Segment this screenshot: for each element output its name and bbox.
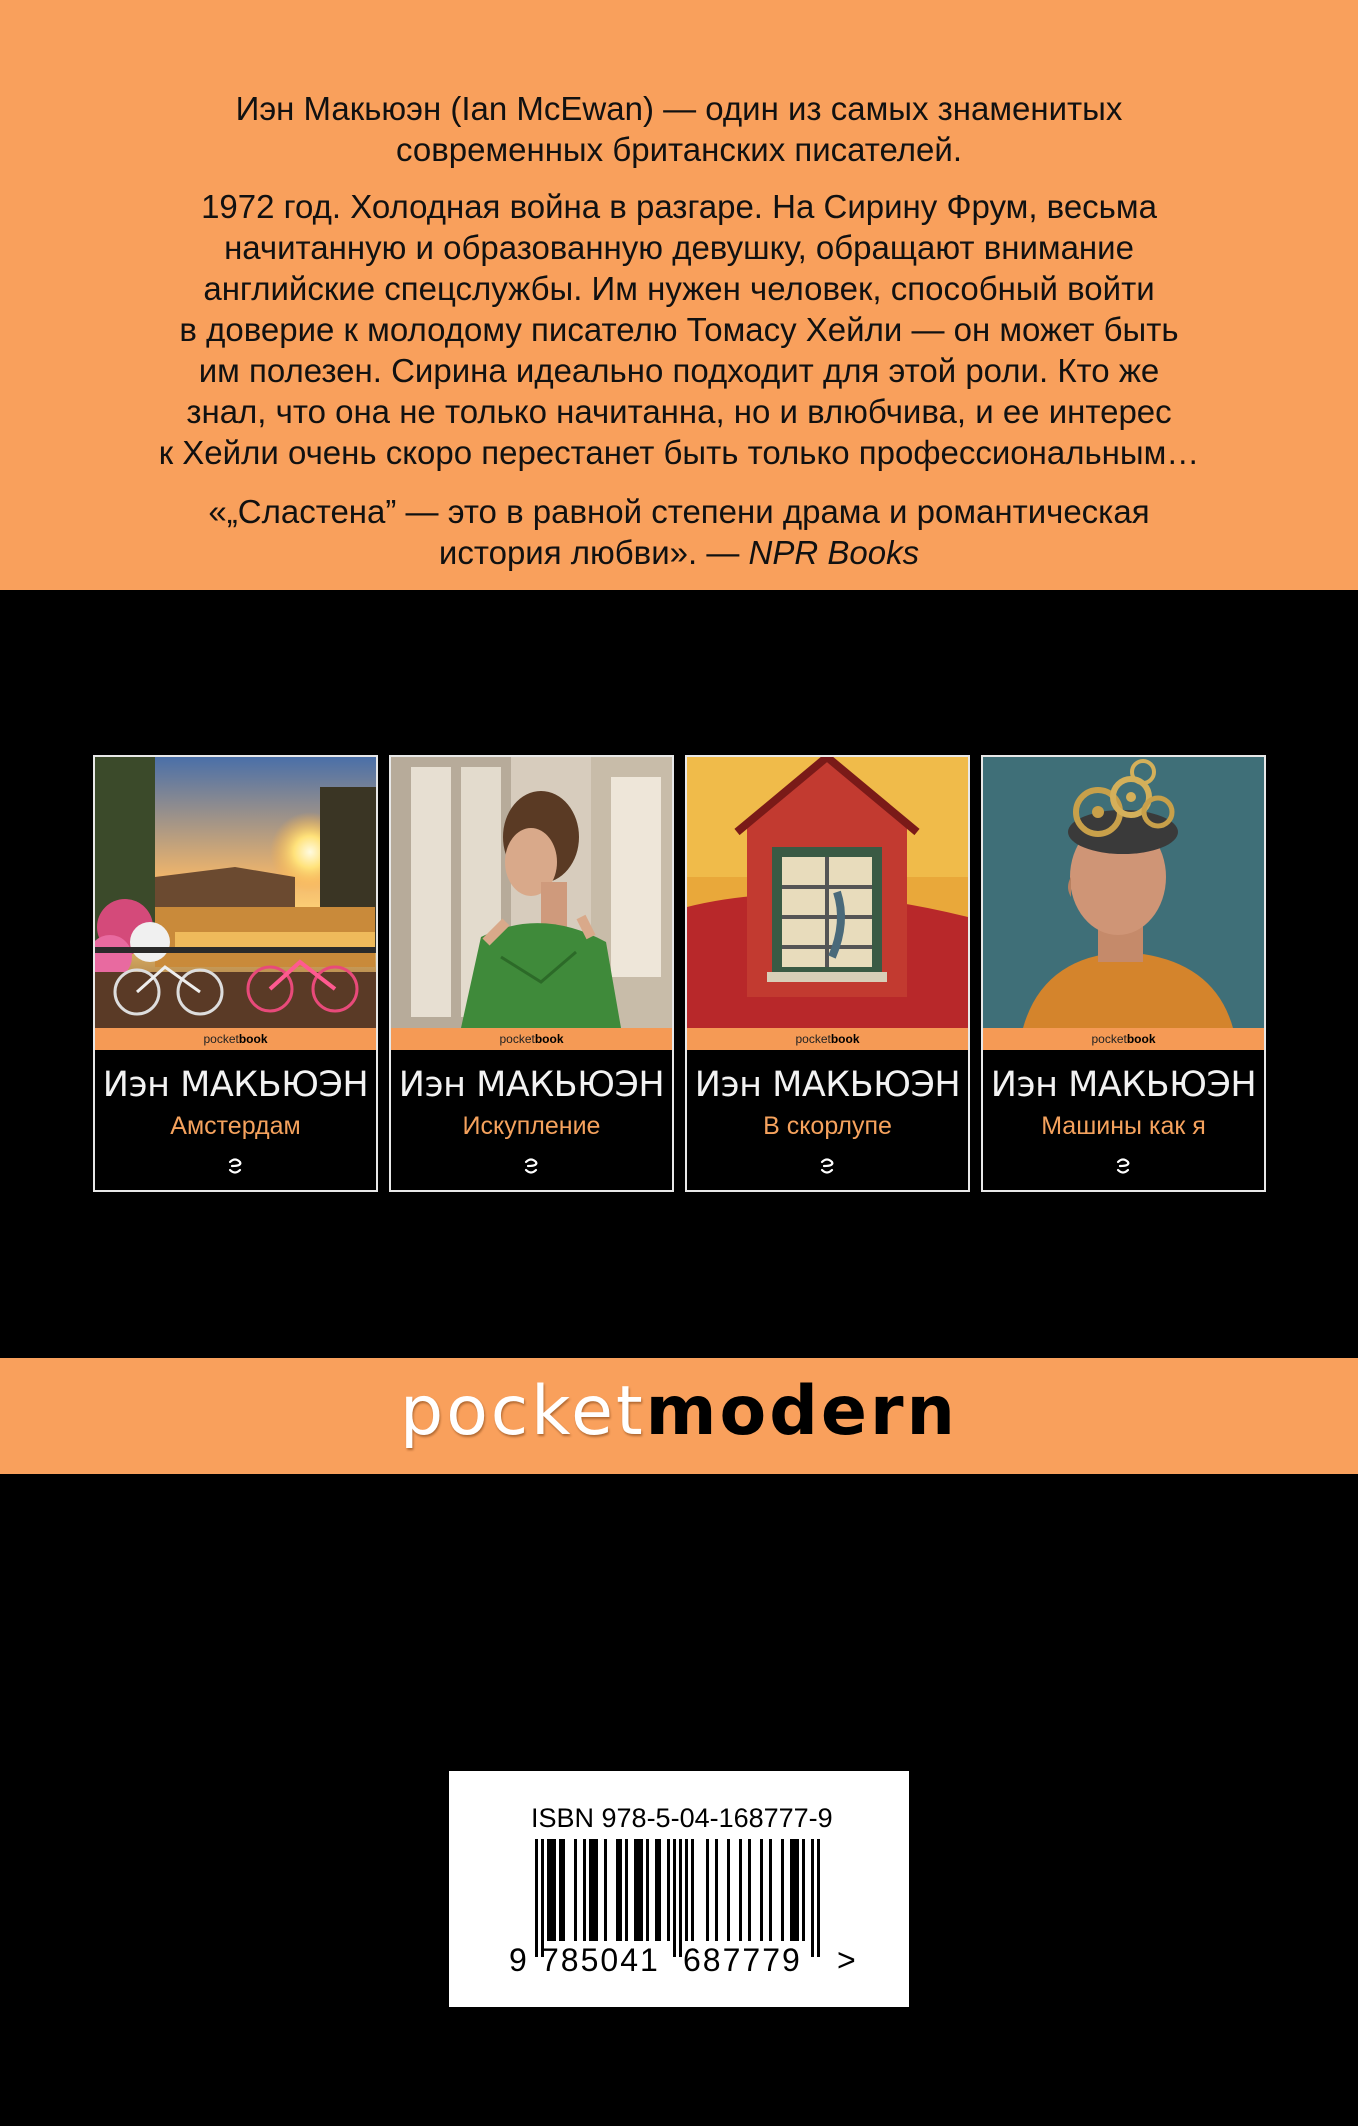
barcode-bar [727,1839,730,1941]
barcode-bar [685,1839,688,1941]
barcode-bar [541,1839,544,1957]
series-light: pocket [795,1032,831,1046]
synopsis-line: в доверие к молодому писателю Томасу Хейли — он может быть [179,311,1179,348]
book-cover-nutshell[interactable] [685,755,970,1192]
cover-author: Иэн МАКЬЮЭН [398,1065,665,1105]
barcode-bar [793,1839,796,1941]
barcode-bar [604,1839,607,1941]
barcode-bar [811,1839,814,1957]
intro-line: Иэн Макьюэн (Ian McEwan) — один из самых знаменитых [235,90,1123,127]
barcode-bar [589,1839,592,1941]
barcode-bar [553,1839,556,1941]
synopsis-line: к Хейли очень скоро перестанет быть только профессиональным… [158,434,1200,471]
synopsis-line: 1972 год. Холодная война в разгаре. На Сирину Фрум, весьма [201,188,1157,225]
series-band [0,1358,1358,1474]
cover-title: Искупление [462,1112,601,1140]
quote-source: NPR Books [748,534,920,571]
series-light: pocket [1091,1032,1127,1046]
barcode-bar [748,1839,751,1941]
cover-art-machines-like-me [983,757,1264,1028]
barcode-bar [802,1839,805,1941]
barcode-bar [781,1839,784,1941]
series-light: pocket [499,1032,535,1046]
barcode-bar [637,1839,640,1941]
eksmo-logo-icon [1112,1155,1134,1177]
quote-line: «„Сластена” — это в равной степени драма и романтическая [208,493,1150,530]
cover-series-label [95,1028,376,1050]
book-cover-atonement[interactable] [389,755,674,1192]
barcode-bar [655,1839,658,1941]
quote-text: история любви». — [438,534,749,571]
synopsis-line: знал, что она не только начитанна, но и влюбчива, и ее интерес [186,393,1172,430]
ean-first-digit: 9 [509,1942,527,1978]
ean-left-group: 785041 [541,1942,660,1978]
author-intro [70,88,1288,170]
cover-art-nutshell [687,757,968,1028]
synopsis-line: английские спецслужбы. Им нужен человек, способный войти [203,270,1155,307]
barcode-bar [592,1839,595,1941]
barcode-bar [634,1839,637,1941]
synopsis-line: начитанную и образованную девушку, обращают внимание [224,229,1134,266]
barcode-bar [550,1839,553,1941]
cover-series-label [687,1028,968,1050]
book-cover-machines-like-me[interactable] [981,755,1266,1192]
cover-author: Иэн МАКЬЮЭН [694,1065,961,1105]
synopsis [70,186,1288,473]
ean-right-group: 687779 [683,1942,802,1978]
intro-line: современных британских писателей. [395,131,963,168]
series-bold: book [830,1032,860,1046]
book-cover-amsterdam[interactable] [93,755,378,1192]
barcode-bar [619,1839,622,1941]
series-bold: book [534,1032,564,1046]
cover-title: Машины как я [1041,1112,1206,1140]
series-logo [400,1372,958,1452]
barcode-bar [760,1839,763,1941]
cover-title: Амстердам [170,1112,301,1140]
barcode-bar [769,1839,772,1941]
synopsis-line: им полезен. Сирина идеально подходит для этой роли. Кто же [198,352,1160,389]
cover-title: В скорлупе [763,1112,892,1140]
barcode-bar [616,1839,619,1941]
barcode-bar [559,1839,562,1941]
eksmo-logo-icon [224,1155,246,1177]
barcode-bar [706,1839,709,1941]
eksmo-logo-icon [816,1155,838,1177]
cover-series-label [391,1028,672,1050]
series-bold: book [1126,1032,1156,1046]
barcode-bar [673,1839,676,1957]
barcode-bar [796,1839,799,1941]
cover-art-atonement [391,757,672,1028]
eksmo-logo-icon [520,1155,542,1177]
barcode-bar [691,1839,694,1941]
barcode-box [449,1771,909,2007]
press-quote [70,491,1288,573]
barcode-bar [739,1839,742,1941]
cover-author: Иэн МАКЬЮЭН [102,1065,369,1105]
barcode-bar [640,1839,643,1941]
barcode-bar [679,1839,682,1957]
barcode-bar [583,1839,586,1941]
other-books-row [93,755,1265,1192]
barcode-bar [817,1839,820,1957]
barcode-bar [646,1839,649,1941]
barcode-bar [562,1839,565,1941]
series-bold: book [238,1032,268,1046]
barcode-bar [535,1839,538,1957]
isbn-label: ISBN 978-5-04-168777-9 [531,1803,833,1833]
series-logo-light: pocket [400,1372,646,1451]
barcode-bar [574,1839,577,1941]
barcode-bar [667,1839,670,1941]
series-logo-bold: modern [645,1372,958,1451]
series-light: pocket [203,1032,239,1046]
blurb-panel [0,0,1358,590]
barcode-bar [715,1839,718,1941]
barcode-bar [547,1839,550,1941]
cover-series-label [983,1028,1264,1050]
barcode-bar [595,1839,598,1941]
quote-line [70,532,1288,573]
barcode-bar [625,1839,628,1941]
barcode-bar [790,1839,793,1941]
cover-art-amsterdam [95,757,376,1028]
ean-quiet-marker: > [837,1942,856,1978]
cover-author: Иэн МАКЬЮЭН [990,1065,1257,1105]
barcode-bar [658,1839,661,1941]
